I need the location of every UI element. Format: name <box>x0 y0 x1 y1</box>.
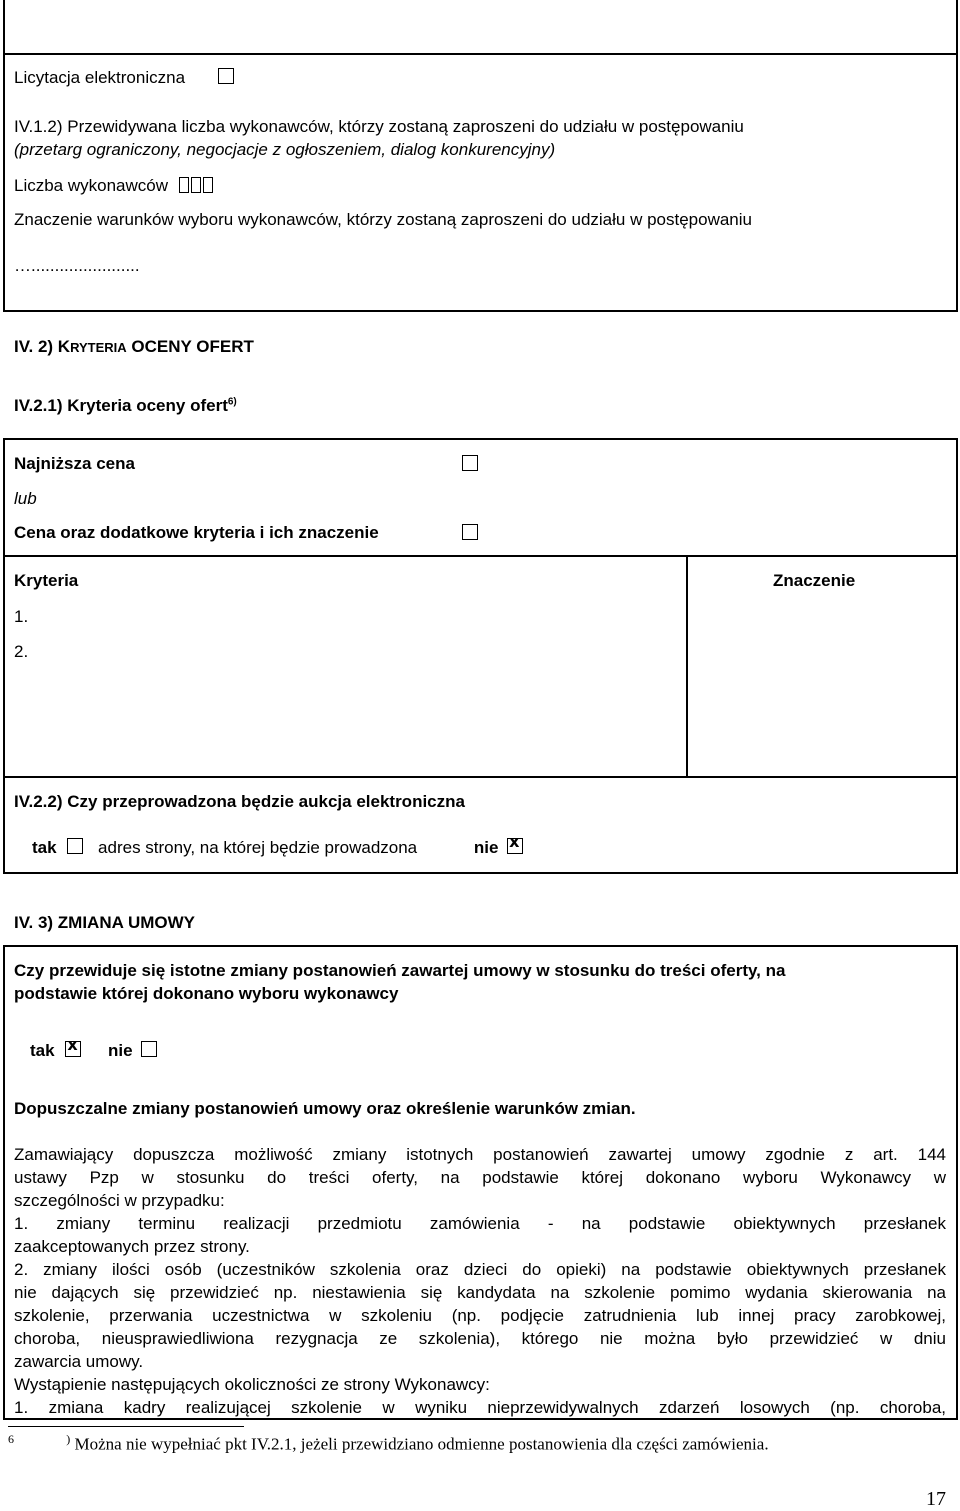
aukcja-tak-checkbox[interactable] <box>67 838 83 854</box>
iv12-title-line1: IV.1.2) Przewidywana liczba wykonawców, którzy zostaną zaproszeni do udziału w postępowaniu <box>14 117 744 136</box>
page-number: 17 <box>926 1488 946 1510</box>
kryteria-heading-suffix: OCENY OFERT <box>126 337 254 356</box>
zmiana-nie-checkbox[interactable] <box>141 1041 157 1057</box>
dopuszczalne-heading: Dopuszczalne zmiany postanowień umowy oraz określenie warunków zmian. <box>14 1099 636 1118</box>
zmiana-line: szczególności w przypadku: <box>14 1191 225 1210</box>
footnote-number: 6 <box>8 1432 14 1446</box>
liczba-row <box>14 176 213 198</box>
zmiana-line: ustawy Pzp w stosunku do treści oferty, na podstawie której dokonano wyboru Wykonawcy w <box>14 1168 946 1187</box>
kryteria-column-divider <box>686 555 688 777</box>
footnote-text: Można nie wypełniać pkt IV.2.1, jeżeli przewidziano odmienne postanowienia dla części zamówienia. <box>74 1434 769 1454</box>
liczba-label: Liczba wykonawców <box>14 176 169 195</box>
zmiana-options <box>30 1041 157 1061</box>
zmiana-heading: IV. 3) ZMIANA UMOWY <box>14 913 196 932</box>
footnote-separator <box>8 1426 244 1427</box>
aukcja-adres-label: adres strony, na której będzie prowadzona <box>98 838 418 857</box>
iv21-title <box>14 396 237 416</box>
aukcja-tak-label: tak <box>32 838 57 857</box>
iv12-title-line2: (przetarg ograniczony, negocjacje z ogłoszeniem, dialog konkurencyjny) <box>14 140 556 159</box>
zmiana-line: 1. zmiana kadry realizującej szkolenie w wyniku nieprzewidywalnych zdarzeń losowych (np. choroba, <box>14 1398 946 1417</box>
aukcja-nie-label: nie <box>473 838 499 857</box>
najnizsza-cena-checkbox[interactable] <box>462 455 478 471</box>
zmiana-line: szkolenie, przerwania uczestnictwa w szkoleniu (np. podjęcie zatrudnienia lub innej pracy zarobkowej, <box>14 1306 946 1325</box>
zmiana-line: zawarcia umowy. <box>14 1352 144 1371</box>
footnote <box>8 1432 769 1455</box>
top-empty-row <box>3 0 958 55</box>
kryteria-heading <box>14 337 254 357</box>
cena-oraz-label: Cena oraz dodatkowe kryteria i ich znaczenie <box>14 523 379 542</box>
znaczenie-dots: …....................... <box>14 256 140 275</box>
zmiana-question-line2: podstawie której dokonano wyboru wykonawcy <box>14 984 399 1003</box>
zmiana-nie-label: nie <box>108 1041 133 1060</box>
zmiana-line: zaakceptowanych przez strony. <box>14 1237 250 1256</box>
zmiana-line: nie dających się przewidzieć np. niestawienia się kandydata na szkolenie pomimo wydania skierowania na <box>14 1283 946 1302</box>
kryteria-heading-smallcaps: RYTERIA <box>70 340 127 355</box>
footnote-paren: ) <box>66 1432 71 1446</box>
kryteria-heading-prefix: IV. 2) K <box>14 337 71 356</box>
zmiana-line: choroba, nieusprawiedliwiona rezygnacja ze szkolenia), którego nie można było przewidzieć w dniu <box>14 1329 946 1348</box>
iv22-title: IV.2.2) Czy przeprowadzona będzie aukcja elektroniczna <box>14 792 465 811</box>
licytacja-row <box>14 68 234 88</box>
znaczenie-warunkow: Znaczenie warunków wyboru wykonawców, którzy zostaną zaproszeni do udziału w postępowaniu <box>14 210 752 229</box>
zmiana-question-line1: Czy przewiduje się istotne zmiany postanowień zawartej umowy w stosunku do treści oferty, na <box>14 961 786 980</box>
cena-oraz-checkbox[interactable] <box>462 524 478 540</box>
kryteria-divider-2 <box>3 776 958 778</box>
zmiana-paragraph <box>14 1143 946 1419</box>
znaczenie-header: Znaczenie <box>773 571 856 590</box>
zmiana-line: 1. zmiany terminu realizacji przedmiotu zamówienia - na podstawie obiektywnych przesłanek <box>14 1214 946 1233</box>
zmiana-line: 2. zmiany ilości osób (uczestników szkolenia oraz dzieci do opieki) na podstawie obiektywnych przesłanek <box>14 1260 946 1279</box>
aukcja-options <box>32 838 523 858</box>
najnizsza-cena-label: Najniższa cena <box>14 454 135 473</box>
kryteria-item-2: 2. <box>14 642 29 661</box>
zmiana-tak-checkbox[interactable] <box>65 1041 81 1057</box>
zmiana-line: Wystąpienie następujących okoliczności ze strony Wykonawcy: <box>14 1375 490 1394</box>
zmiana-line: Zamawiający dopuszcza możliwość zmiany istotnych postanowień zawartej umowy zgodnie z art. 144 <box>14 1145 946 1164</box>
iv21-footnote-ref: 6) <box>227 396 237 408</box>
kryteria-divider-1 <box>3 555 958 557</box>
licytacja-label: Licytacja elektroniczna <box>14 68 186 87</box>
kryteria-item-1: 1. <box>14 607 29 626</box>
zmiana-tak-label: tak <box>30 1041 55 1060</box>
iv21-title-text: IV.2.1) Kryteria oceny ofert <box>14 396 228 415</box>
liczba-value-boxes[interactable] <box>179 177 213 198</box>
kryteria-header: Kryteria <box>14 571 79 590</box>
lub-label: lub <box>14 489 37 508</box>
licytacja-checkbox[interactable] <box>218 68 234 84</box>
aukcja-nie-checkbox[interactable] <box>507 838 523 854</box>
